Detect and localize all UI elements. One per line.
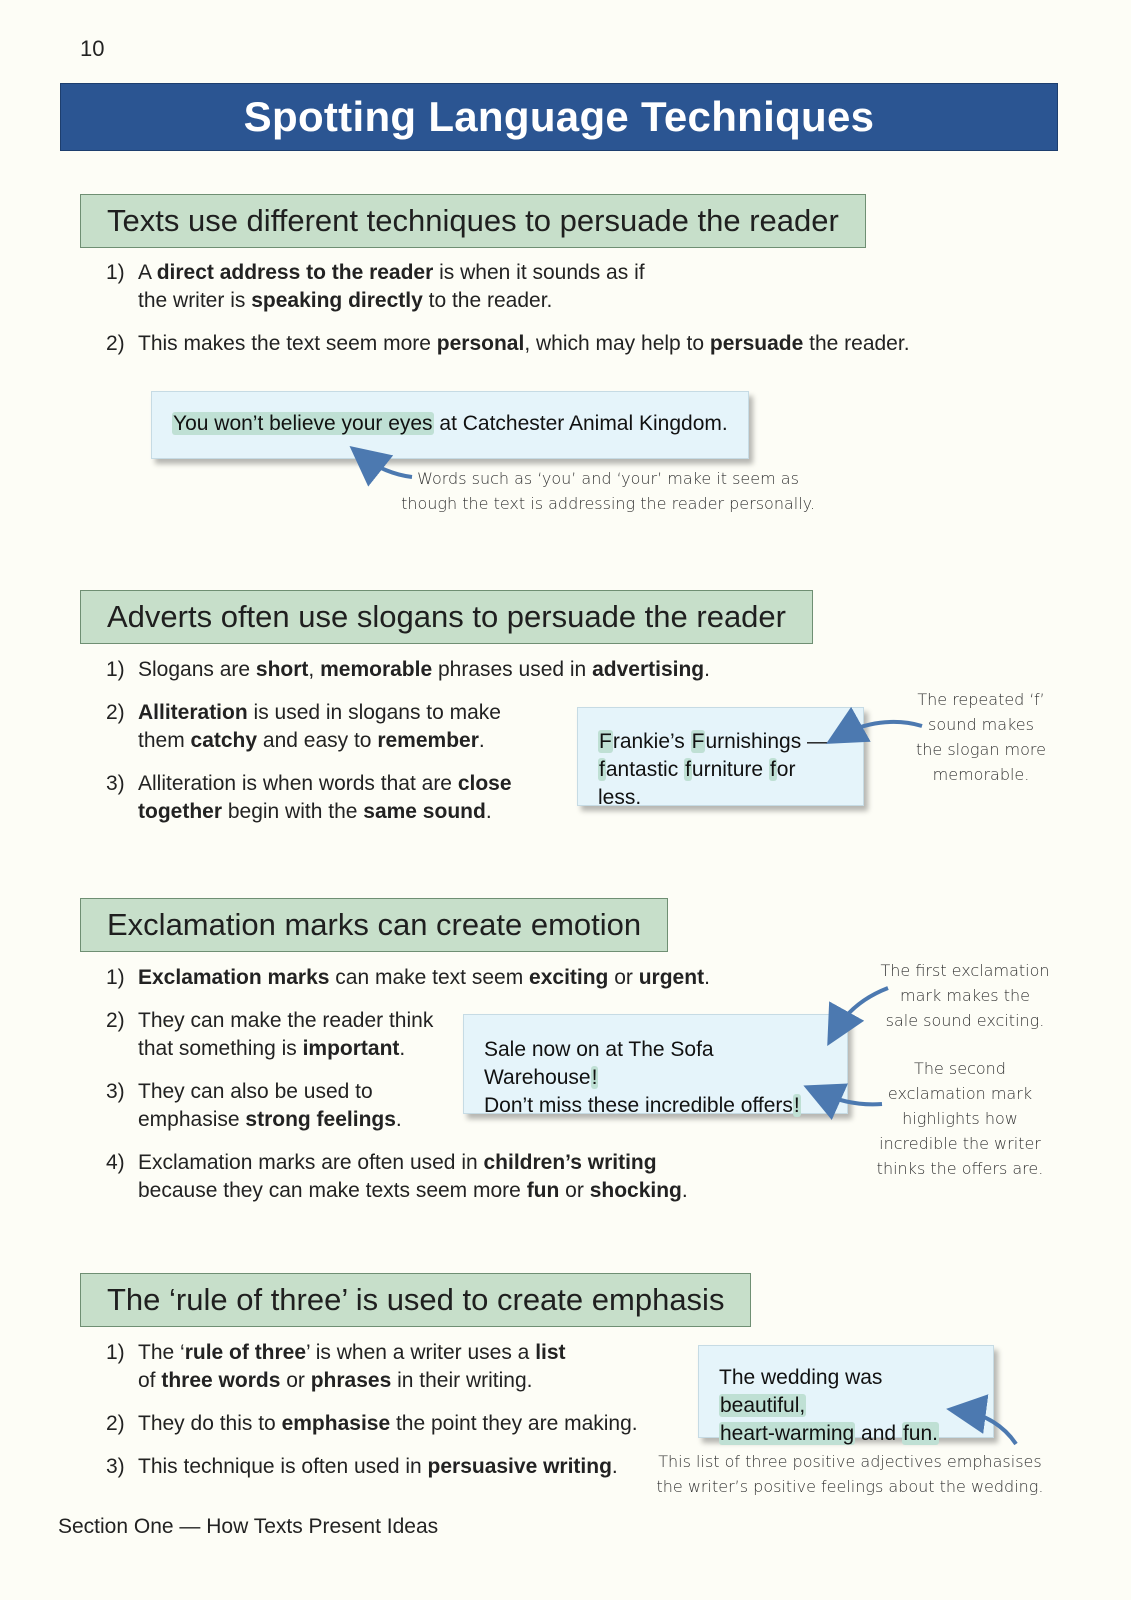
annotation-alliteration: The repeated ‘f’ sound makes the slogan more memorable. [916,690,1046,784]
highlight-first-exclamation: ! [591,1066,598,1089]
list-number: 3) [106,772,125,795]
section-heading-direct-address: Texts use different techniques to persuade the reader [80,194,866,248]
list-item [106,1078,446,1134]
title-banner [60,83,1058,151]
list-item [106,1339,666,1395]
example-box-exclamation: Sale now on at The Sofa Warehouse! Don’t miss these incredible offers! [463,1014,848,1114]
list-number: 1) [106,261,125,284]
highlight-direct-address: You won’t believe your eyes [173,412,433,435]
list-number: 3) [106,1080,125,1103]
list-item [106,330,926,358]
point-list-rule-of-three [106,1339,666,1496]
page-number: 10 [80,36,105,61]
list-text: Exclamation marks can make text seem exciting or urgent. [138,966,710,989]
section-heading-rule-of-three: The ‘rule of three’ is used to create emphasis [80,1273,751,1327]
example-box-direct-address: You won’t believe your eyes at Catchester Animal Kingdom. [151,391,749,459]
list-item [106,1410,666,1438]
page-title: Spotting Language Techniques [243,93,875,140]
section-heading-exclamation: Exclamation marks can create emotion [80,898,668,952]
list-item [106,1453,666,1481]
section-heading-slogans: Adverts often use slogans to persuade the reader [80,590,813,644]
list-text: Alliteration is when words that are close together begin with the same sound. [138,772,512,823]
list-item [106,259,926,315]
list-item [106,1149,806,1205]
list-text: They do this to emphasise the point they are making. [138,1412,638,1435]
point-list-slogans [106,656,710,841]
annotation-rule-of-three: This list of three positive adjectives emphasises the writer’s positive feelings about the wedding. [656,1452,1044,1496]
list-item [106,699,546,755]
list-number: 2) [106,1009,125,1032]
footer-section-label: Section One — How Texts Present Ideas [58,1515,439,1538]
list-text: Exclamation marks are often used in children’s writing because they can make texts seem more fun or shocking. [138,1151,688,1202]
list-text: This makes the text seem more personal, which may help to persuade the reader. [138,332,910,355]
list-number: 1) [106,966,125,989]
list-text: Alliteration is used in slogans to make them catchy and easy to remember. [138,701,501,752]
list-number: 2) [106,332,125,355]
annotation-second-exclamation: The second exclamation mark highlights how incredible the writer thinks the offers are. [876,1059,1044,1178]
list-number: 1) [106,658,125,681]
annotation-first-exclamation: The first exclamation mark makes the sale sound exciting. [880,961,1050,1030]
list-number: 1) [106,1341,125,1364]
list-number: 2) [106,701,125,724]
list-item [106,964,806,992]
list-item [106,656,806,684]
list-text: The ‘rule of three’ is when a writer uses a list of three words or phrases in their writing. [138,1341,566,1392]
highlight-second-exclamation: ! [793,1094,800,1117]
list-text: A direct address to the reader is when it sounds as if the writer is speaking directly to the reader. [138,261,645,312]
list-item [106,1007,446,1063]
list-number: 2) [106,1412,125,1435]
point-list-direct-address [106,259,926,373]
list-text: Slogans are short, memorable phrases used in advertising. [138,658,710,681]
list-text: They can make the reader think that something is important. [138,1009,434,1060]
list-text: This technique is often used in persuasive writing. [138,1455,618,1478]
list-number: 3) [106,1455,125,1478]
list-item [106,770,546,826]
example-box-slogan: Frankie’s Furnishings — fantastic furniture for less. [577,707,864,806]
annotation-direct-address: Words such as ‘you’ and ‘your’ make it seem as though the text is addressing the reader personally. [401,469,815,513]
list-number: 4) [106,1151,125,1174]
list-text: They can also be used to emphasise strong feelings. [138,1080,402,1131]
example-box-rule-of-three: The wedding was beautiful, heart-warming and fun. [698,1345,994,1438]
